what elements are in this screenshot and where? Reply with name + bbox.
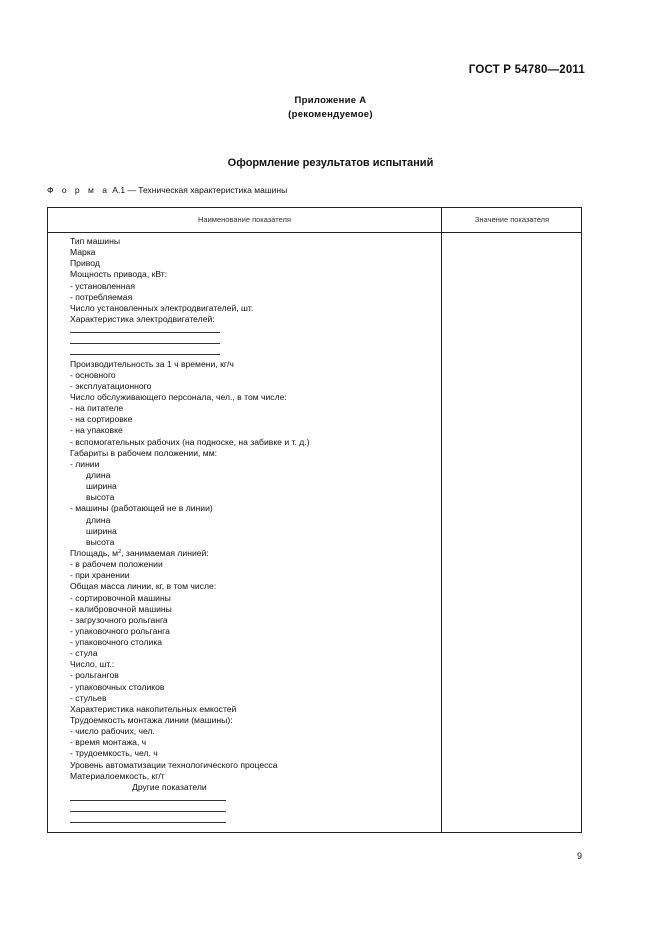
document-code: ГОСТ Р 54780—2011 — [468, 64, 585, 76]
list-item: Марка — [70, 247, 96, 258]
list-item: - время монтажа, ч — [70, 737, 147, 748]
page-number: 9 — [576, 851, 582, 861]
fill-rule — [70, 815, 226, 823]
fill-rule — [70, 336, 220, 344]
list-item: Мощность привода, кВт: — [70, 269, 168, 280]
list-item: ширина — [86, 525, 117, 536]
list-item: - на питателе — [70, 403, 124, 414]
list-item: - трудоемкость, чел. ч — [70, 748, 158, 759]
column-divider — [441, 208, 442, 832]
area-text: Площадь, м — [70, 547, 119, 558]
list-item: - вспомогательных рабочих (на подноске, на забивке и т. д.) — [70, 436, 310, 447]
list-item: - калибровочной машины — [70, 603, 172, 614]
fill-rule — [70, 325, 220, 333]
list-item: - загрузочного рольганга — [70, 614, 168, 625]
characteristics-table — [47, 207, 582, 833]
list-item: - потребляемая — [70, 291, 133, 302]
list-item: ширина — [86, 481, 117, 492]
list-item: Производительность за 1 ч времени, кг/ч — [70, 358, 234, 369]
list-item: - стульев — [70, 692, 107, 703]
list-item: Уровень автоматизации технологического процесса — [70, 759, 278, 770]
blank-fill-line — [70, 815, 430, 826]
list-item-other: Другие показатели — [132, 781, 207, 792]
list-item: - установленная — [70, 280, 135, 291]
appendix-subtitle: (рекомендуемое) — [288, 109, 373, 120]
list-item: - упаковочных столиков — [70, 681, 165, 692]
blank-fill-line — [70, 793, 430, 804]
list-item: - основного — [70, 369, 116, 380]
list-item: - линии — [70, 458, 100, 469]
list-item: Число обслуживающего персонала, чел., в том числе: — [70, 391, 287, 402]
blank-fill-line — [70, 804, 430, 815]
list-item: - стула — [70, 648, 98, 659]
form-caption-text: А.1 — Техническая характеристика машины — [109, 185, 288, 195]
list-item: Число, шт.: — [70, 659, 115, 670]
list-item: - в рабочем положении — [70, 559, 163, 570]
list-item: - упаковочного рольганга — [70, 625, 170, 636]
list-item: - число рабочих, чел. — [70, 726, 155, 737]
list-item: длина — [86, 469, 111, 480]
blank-fill-line — [70, 325, 430, 336]
header-indicator-name: Наименование показателя — [198, 215, 291, 224]
list-item: Материалоемкость, кг/т — [70, 770, 165, 781]
area-text-rest: , занимаемая линией: — [121, 547, 209, 558]
list-item: Характеристика электродвигателей: — [70, 313, 215, 324]
fill-rule — [70, 793, 226, 801]
list-item: - рольгангов — [70, 670, 119, 681]
list-item: длина — [86, 514, 111, 525]
fill-rule — [70, 804, 226, 812]
blank-fill-line — [70, 336, 430, 347]
section-title: Оформление результатов испытаний — [227, 157, 434, 169]
list-item: Характеристика накопительных емкостей — [70, 703, 237, 714]
list-item: Трудоемкость монтажа линии (машины): — [70, 715, 233, 726]
fill-rule — [70, 347, 220, 355]
blank-fill-line — [70, 347, 430, 358]
list-item: Габариты в рабочем положении, мм: — [70, 447, 218, 458]
area-superscript: 2 — [118, 548, 122, 555]
list-item: - сортировочной машины — [70, 592, 171, 603]
form-caption — [47, 185, 287, 195]
appendix-title: Приложение А — [294, 95, 367, 106]
list-item: Общая масса линии, кг, в том числе: — [70, 581, 217, 592]
list-item: - эксплуатационного — [70, 380, 152, 391]
list-item-area — [70, 548, 430, 559]
table-header-row — [48, 208, 581, 233]
form-caption-label: Ф о р м а — [47, 185, 110, 195]
list-item: Число установленных электродвигателей, шт. — [70, 302, 254, 313]
list-item: - на сортировке — [70, 414, 133, 425]
list-item: Тип машины — [70, 236, 121, 246]
list-item: высота — [86, 492, 115, 503]
list-item: - при хранении — [70, 570, 130, 581]
list-item: Привод — [70, 258, 100, 269]
header-indicator-value: Значение показателя — [474, 215, 550, 224]
list-item: - упаковочного столика — [70, 637, 163, 648]
indicator-list — [70, 236, 430, 826]
list-item: высота — [86, 536, 115, 547]
list-item: - машины (работающей не в линии) — [70, 503, 213, 514]
list-item: - на упаковке — [70, 425, 123, 436]
appendix-heading — [0, 94, 661, 122]
